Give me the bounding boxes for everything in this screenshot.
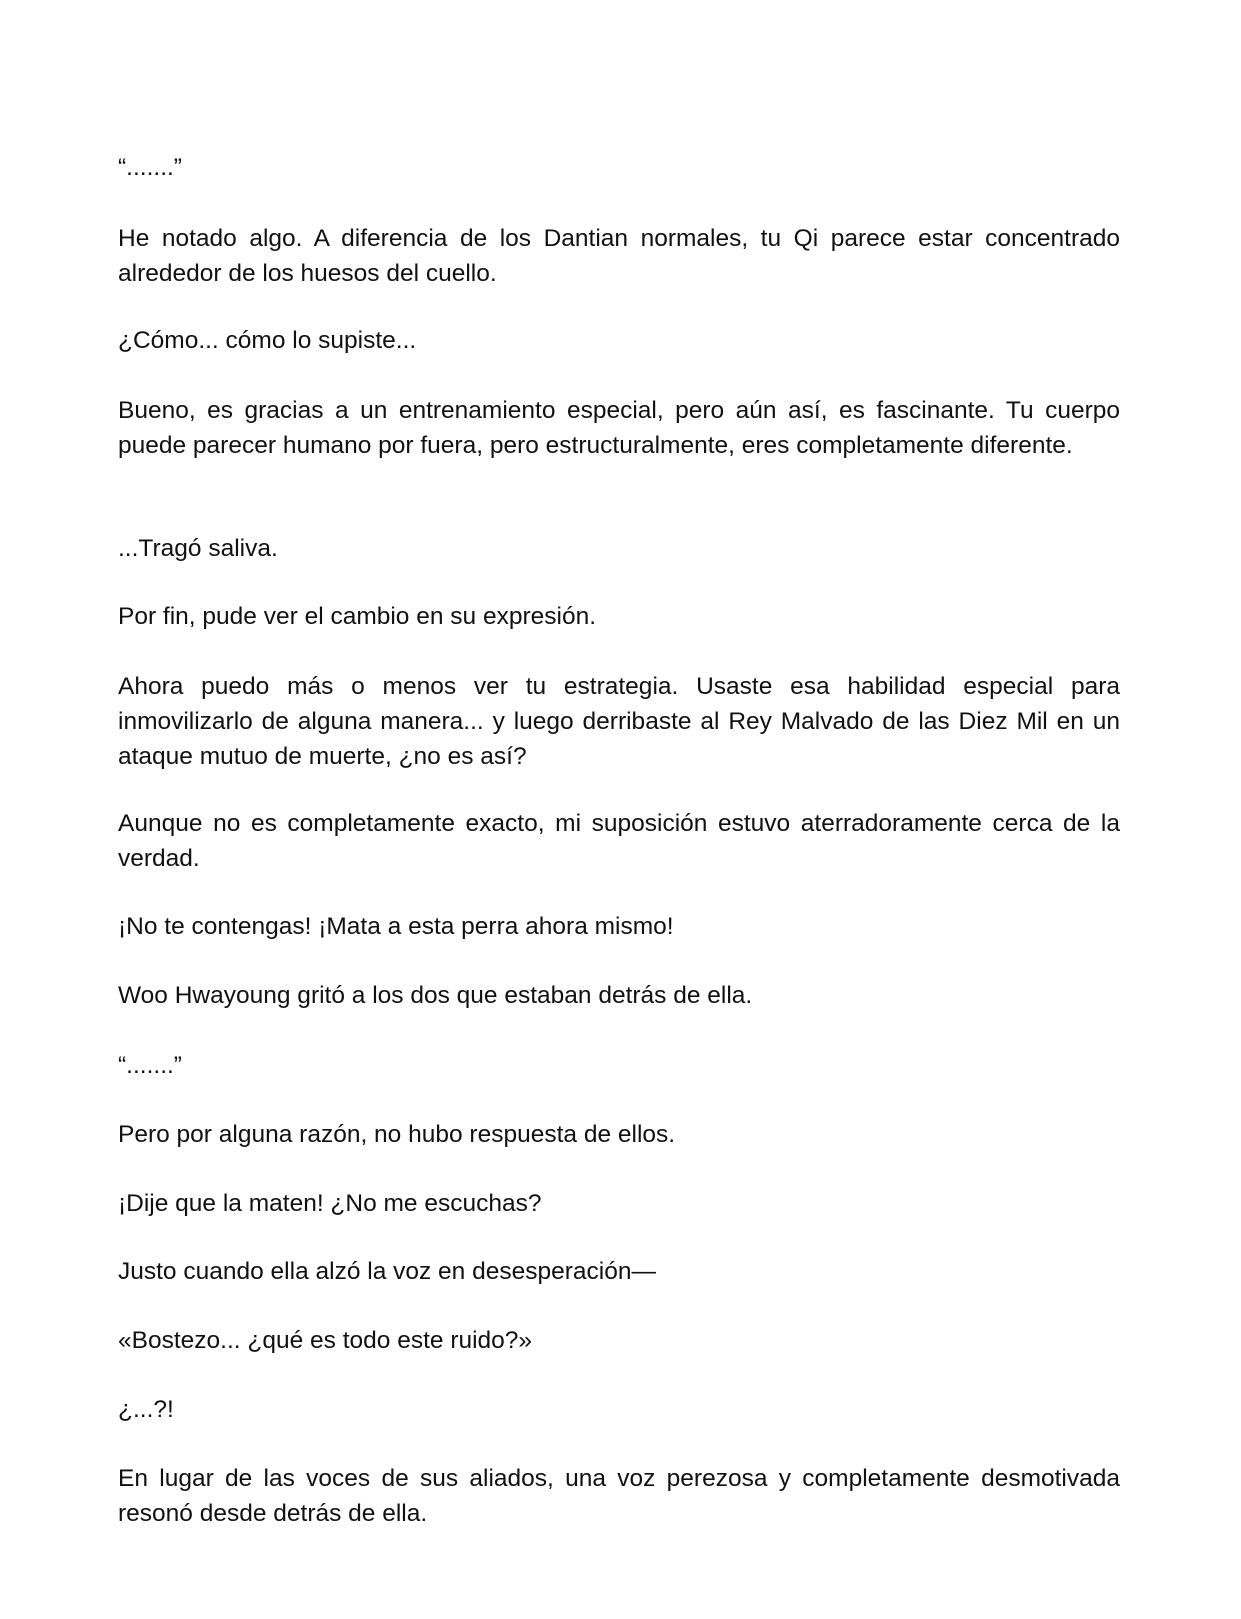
paragraph-how-did-you-know: ¿Cómo... cómo lo supiste...: [118, 327, 417, 354]
paragraph-yawn: «Bostezo... ¿qué es todo este ruido?»: [118, 1327, 533, 1354]
paragraph-kill-her: ¡Dije que la maten! ¿No me escuchas?: [118, 1190, 542, 1217]
paragraph-strategy: Ahora puedo más o menos ver tu estrategia. Usaste esa habilidad especial para inmovilizarlo de alguna manera... y luego derribaste al Rey Malvado de las Diez Mil en un ataque mutuo de muerte, ¿no es así?: [118, 673, 1120, 770]
paragraph-surprise: ¿...?!: [118, 1396, 174, 1423]
paragraph-special-training: Bueno, es gracias a un entrenamiento especial, pero aún así, es fascinante. Tu cuerpo puede parecer humano por fuera, pero estructuralmente, eres completamente diferente.: [118, 397, 1120, 459]
paragraph-qi-observation: He notado algo. A diferencia de los Dantian normales, tu Qi parece estar concentrado alrededor de los huesos del cuello.: [118, 225, 1120, 287]
paragraph-desperation: Justo cuando ella alzó la voz en desesperación—: [118, 1258, 656, 1285]
paragraph-lazy-voice: En lugar de las voces de sus aliados, una voz perezosa y completamente desmotivada resonó desde detrás de ella.: [118, 1465, 1120, 1527]
paragraph-dont-hold-back: ¡No te contengas! ¡Mata a esta perra ahora mismo!: [118, 913, 674, 940]
paragraph-guess-close: Aunque no es completamente exacto, mi suposición estuvo aterradoramente cerca de la verdad.: [118, 810, 1120, 872]
paragraph-swallowed: ...Tragó saliva.: [118, 535, 278, 562]
paragraph-expression-change: Por fin, pude ver el cambio en su expresión.: [118, 603, 597, 630]
paragraph-no-response: Pero por alguna razón, no hubo respuesta de ellos.: [118, 1121, 676, 1148]
paragraph-ellipsis-2: “.......”: [118, 1052, 182, 1079]
paragraph-ellipsis-1: “.......”: [118, 154, 182, 181]
paragraph-woo-shouted: Woo Hwayoung gritó a los dos que estaban detrás de ella.: [118, 982, 753, 1009]
